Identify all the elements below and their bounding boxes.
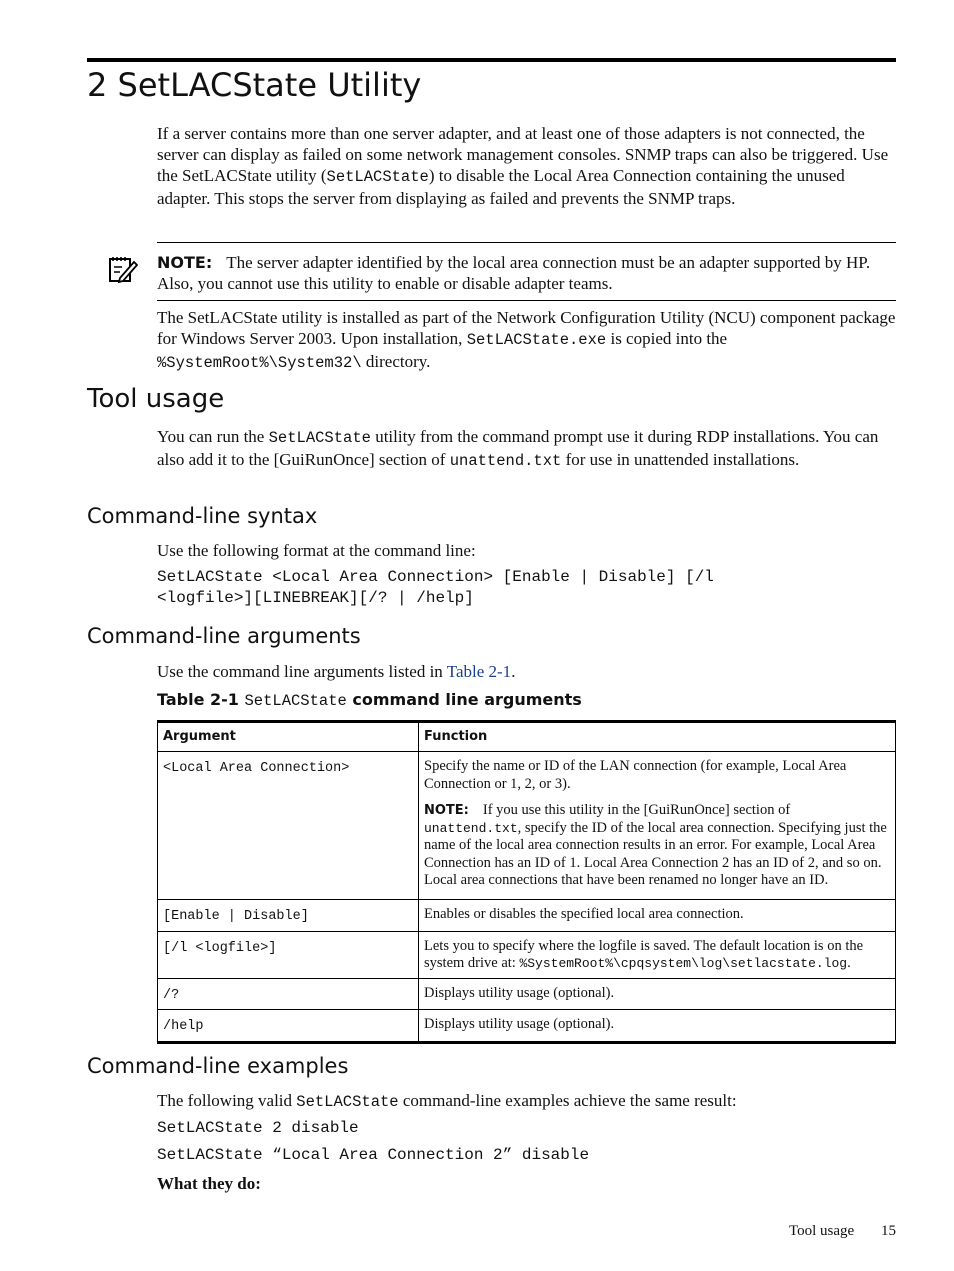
function-note-label: NOTE: [424,803,469,818]
table-row [158,931,896,978]
install-text-b: is copied into the [606,329,728,348]
example-2-code: SetLACState “Local Area Connection 2” disable [157,1146,590,1164]
note-box [157,242,896,301]
syntax-heading: Command-line syntax [87,504,318,528]
function-text-a: Lets you to specify where the logfile is saved. The default location is on the system drive at: [424,937,864,971]
intro-code: SetLACState [326,168,429,186]
function-text: Specify the name or ID of the LAN connection (for example, Local Area Connection or 1, 2, or 3). [424,758,847,792]
note-text: The server adapter identified by the local area connection must be an adapter supported by HP. Also, you cannot use this utility to enable or disable adapter teams. [157,253,871,293]
table-2-1-link[interactable]: Table 2-1 [446,662,512,681]
table-row [158,1010,896,1043]
function-note-text-b: , specify the ID of the local area connection. Specifying just the name of the local area connection results in an error. For example, Local Area Connection has an ID of 1. Local Area Connection 2 has an ID of 2, and so on. Local area connections that have been renamed no longer have an ID. [424,819,887,888]
function-code: %SystemRoot%\cpqsystem\log\setlacstate.log [519,956,848,971]
function-note [424,802,890,890]
function-text-b: . [847,955,851,971]
install-text-c: directory. [361,352,431,371]
column-header-argument: Argument [158,722,419,752]
syntax-intro: Use the following format at the command line: [157,541,476,560]
arguments-intro-text: Use the command line arguments listed in [157,662,447,681]
note-label: NOTE: [157,253,213,272]
footer-section: Tool usage [789,1223,855,1239]
syntax-line-2: <logfile>][LINEBREAK][/? | /help] [157,589,474,607]
what-they-do-label: What they do: [157,1174,261,1193]
tool-usage-code2: unattend.txt [449,452,562,470]
argument-cell: /? [158,978,419,1010]
intro-text-a: If a server contains more than one server adapter, and at least one of those adapters is not connected, the server can display as failed on some network management consoles. SNMP traps can also be triggered. Use the SetLACState utility ( [157,124,889,185]
arguments-intro [157,661,897,682]
tool-usage-text-a: You can run the [157,427,269,446]
arguments-intro-period: . [511,662,516,681]
note-text-block [157,252,896,294]
function-cell [419,931,896,978]
function-cell: Displays utility usage (optional). [419,978,896,1010]
syntax-line-1: SetLACState <Local Area Connection> [Enable | Disable] [/l [157,568,714,586]
tool-usage-paragraph [157,426,897,472]
install-paragraph [157,307,897,374]
table-caption-code: SetLACState [244,692,347,710]
syntax-code-block [157,567,714,609]
tool-usage-heading: Tool usage [87,384,225,414]
function-note-code: unattend.txt [424,820,518,836]
examples-intro-text-b: command-line examples achieve the same result: [398,1091,737,1110]
table-caption [157,690,582,710]
table-row [158,752,896,900]
tool-usage-code1: SetLACState [268,429,371,447]
argument-cell: /help [158,1010,419,1043]
install-text-a: The SetLACState utility is installed as part of the Network Configuration Utility (NCU) component package for Windows Server 2003. Upon installation, [157,308,896,348]
intro-paragraph [157,123,897,209]
function-cell: Displays utility usage (optional). [419,1010,896,1043]
table-caption-rest: command line arguments [346,690,582,709]
table-caption-label: Table 2-1 [157,690,245,709]
chapter-rule [87,58,896,62]
tool-usage-text-b: utility from the command prompt use it during RDP installations. You can also add it to the [GuiRunOnce] section of [157,427,879,469]
example-1-code: SetLACState 2 disable [157,1119,359,1137]
install-path-code: %SystemRoot%\System32\ [157,354,362,372]
table-header-row [158,722,896,752]
examples-intro-code: SetLACState [296,1093,399,1111]
argument-cell: <Local Area Connection> [158,752,419,900]
arguments-table [157,720,896,1044]
argument-cell: [/l <logfile>] [158,931,419,978]
examples-intro [157,1090,897,1113]
function-note-text-a: If you use this utility in the [GuiRunOnce] section of [482,802,791,818]
note-icon [108,254,138,284]
examples-intro-text-a: The following valid [157,1091,297,1110]
chapter-title: 2 SetLACState Utility [87,66,422,104]
install-exe-code: SetLACState.exe [466,331,607,349]
arguments-heading: Command-line arguments [87,624,361,648]
function-cell: Enables or disables the specified local area connection. [419,900,896,932]
table-row [158,978,896,1010]
argument-cell: [Enable | Disable] [158,900,419,932]
function-cell [419,752,896,900]
tool-usage-text-c: for use in unattended installations. [561,450,800,469]
examples-heading: Command-line examples [87,1054,349,1078]
intro-text-b: ) to disable the Local Area Connection containing the unused adapter. This stops the server from displaying as failed and prevents the SNMP traps. [157,166,845,208]
page-number: 15 [881,1223,896,1239]
table-row [158,900,896,932]
column-header-function: Function [419,722,896,752]
